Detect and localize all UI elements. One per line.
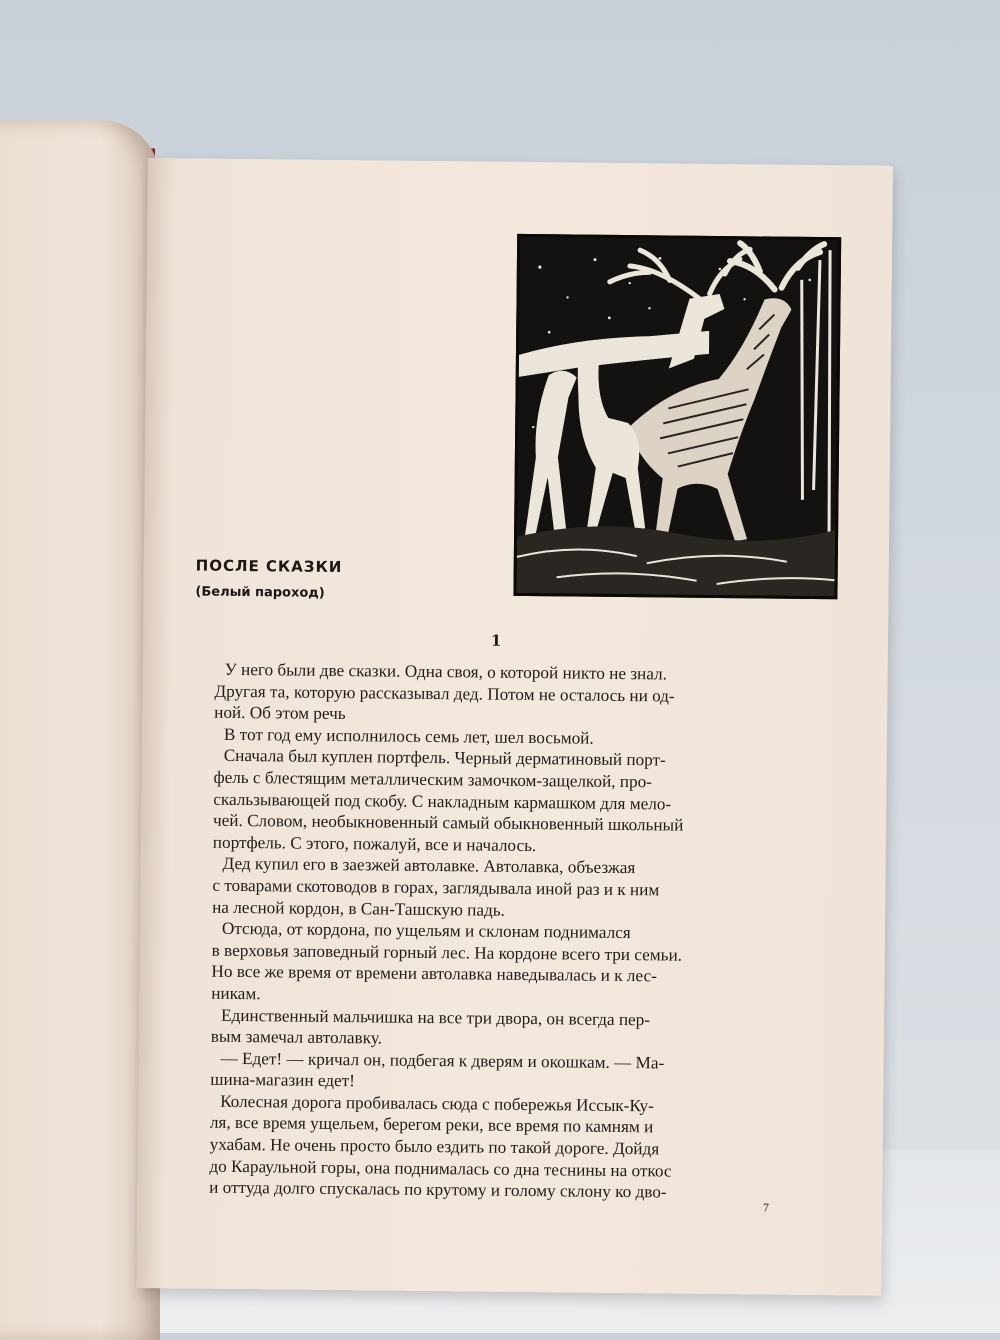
text-line: ной. Об этом речь	[214, 702, 346, 724]
text-line: — Едет! — кричал он, подбегая к дверям и окошкам. — Ма-	[220, 1048, 665, 1073]
text-line: в верховья заповедный горный лес. На кордоне всего три семьи.	[211, 940, 683, 965]
woodcut-deer-icon	[513, 234, 841, 599]
title-block	[195, 557, 342, 602]
body-text	[209, 659, 817, 1205]
text-line: портфель. С этого, пожалуй, все и началось.	[212, 832, 537, 855]
text-line: Сначала был куплен портфель. Черный дерматиновый порт-	[223, 746, 666, 770]
text-line: У него были две сказки. Одна своя, о которой никто не знал.	[224, 659, 668, 684]
text-line: Дед купил его в заезжей автолавке. Автолавка, объезжая	[222, 854, 636, 878]
text-line: В тот год ему исполнилось семь лет, шел восьмой.	[223, 724, 594, 748]
text-line: Другая та, которую рассказывал дед. Потом не осталось ни од-	[214, 681, 675, 706]
text-line: Колесная дорога пробивалась сюда с побережья Иссык-Ку-	[220, 1091, 654, 1116]
left-page	[0, 120, 160, 1340]
chapter-number: 1	[490, 631, 502, 650]
text-line: вым замечал автолавку.	[210, 1026, 383, 1048]
text-line: ухабам. Не очень просто было ездить по такой дороге. Дойдя	[209, 1134, 660, 1159]
book-page	[136, 158, 893, 1296]
text-line: скальзывающей под скобу. С накладным кармашком для мело-	[213, 789, 672, 814]
text-line: шина-магазин едет!	[210, 1069, 355, 1091]
text-line: ля, все время ущельем, берегом реки, все время по камням и	[209, 1113, 654, 1137]
text-line: Отсюда, от кордона, по ущельям и склонам поднимался	[221, 918, 631, 943]
text-line: Единственный мальчишка на все три двора, он всегда пер-	[220, 1005, 651, 1029]
text-line: фель с блестящим металлическим замочком-защелкой, про-	[213, 767, 653, 792]
text-line: на лесной кордон, в Сан-Ташскую падь.	[212, 897, 506, 920]
story-subtitle: (Белый пароход)	[195, 584, 325, 601]
text-line: с товарами скотоводов в горах, заглядывала иной раз и к ним	[212, 875, 660, 900]
text-line: Но все же время от времени автолавка наведывалась и к лес-	[211, 962, 657, 986]
story-title: ПОСЛЕ СКАЗКИ	[195, 556, 343, 577]
text-line: и оттуда долго спускалась по крутому и голому склону ко дво-	[209, 1177, 667, 1202]
text-line: чей. Словом, необыкновенный самый обыкновенный школьный	[212, 810, 684, 835]
text-line: никам.	[211, 983, 261, 1004]
page-number: 7	[762, 1200, 770, 1215]
text-line: до Караульной горы, она поднималась со дна теснины на откос	[209, 1156, 672, 1181]
